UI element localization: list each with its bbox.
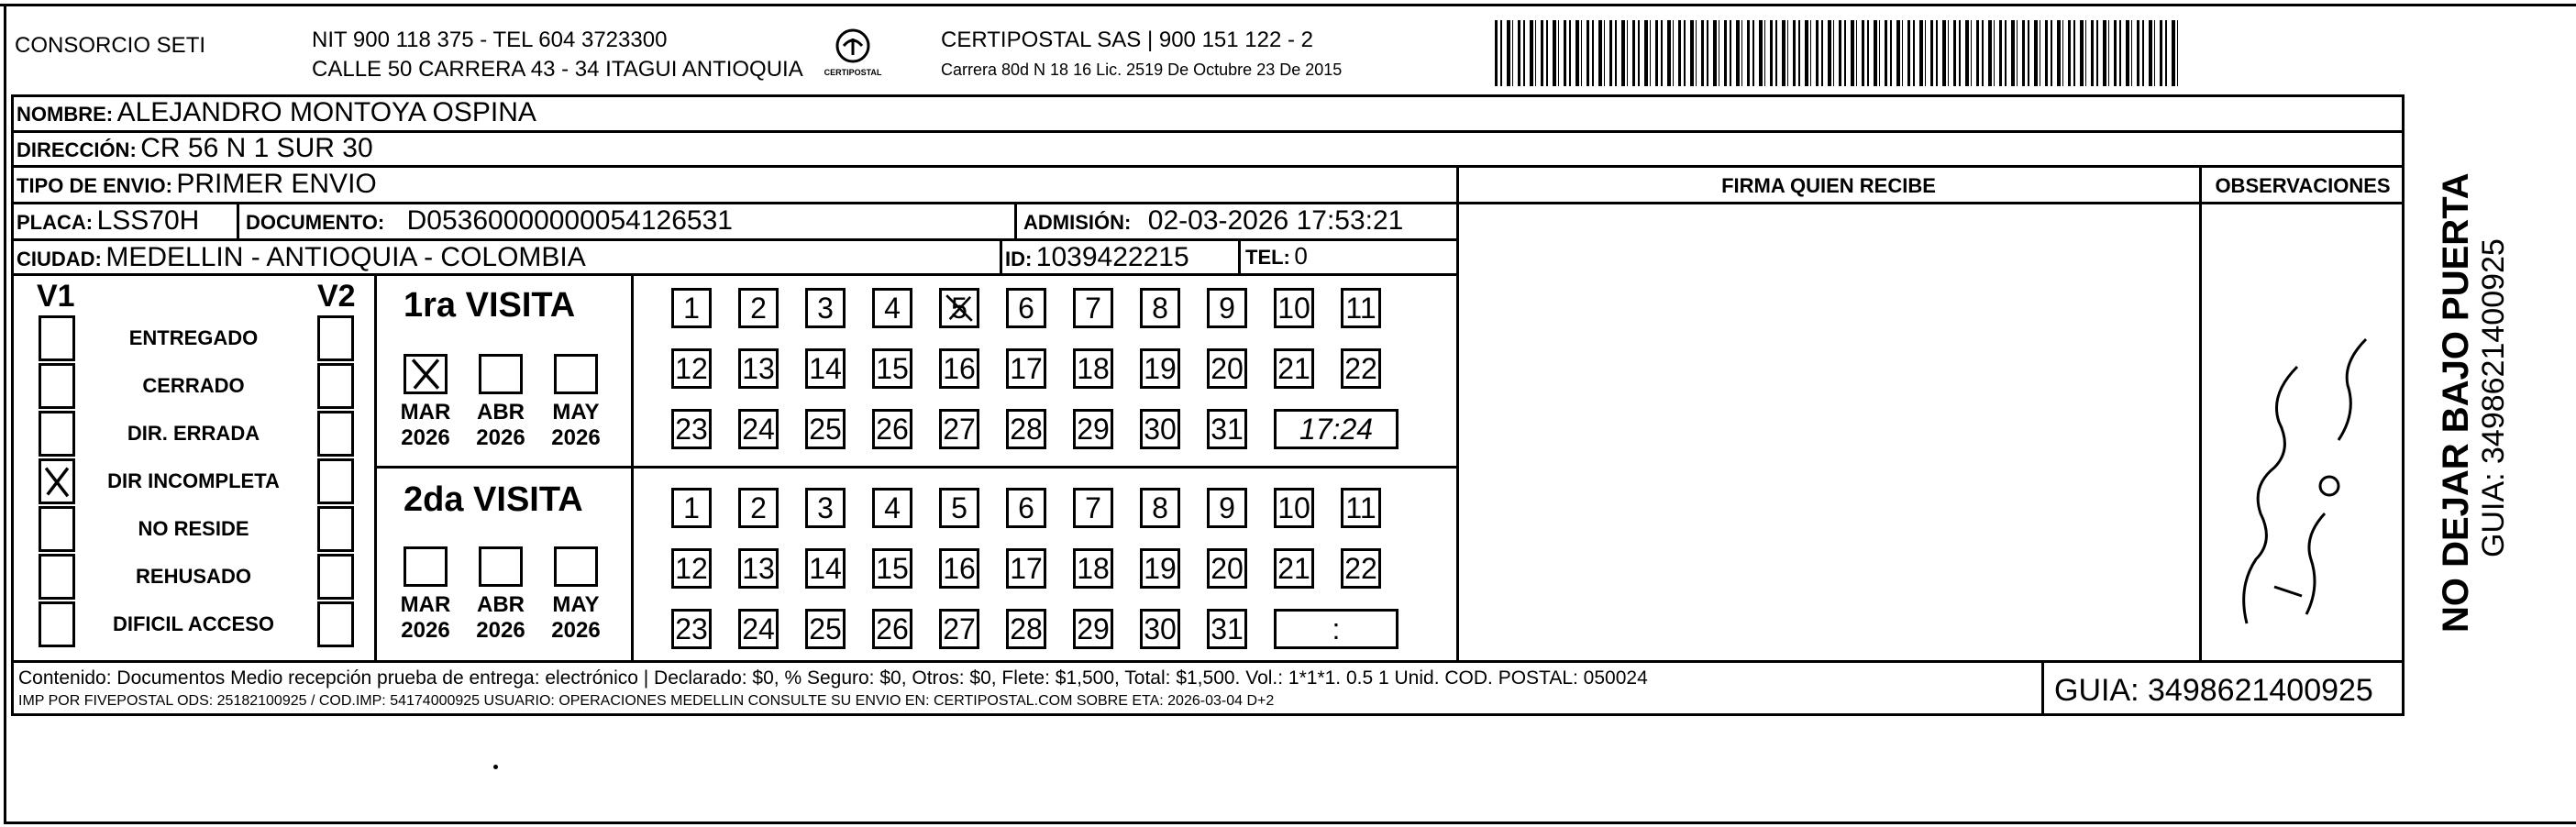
v1-label: V1: [37, 279, 75, 314]
placa-cell: [17, 205, 199, 237]
year-label: 2026: [476, 618, 525, 643]
day-box[interactable]: 6: [1006, 288, 1046, 328]
status-label: REHUSADO: [136, 565, 251, 588]
placa-value: LSS70H: [96, 205, 200, 236]
day-box[interactable]: 19: [1140, 348, 1180, 389]
v1-checkbox[interactable]: [39, 506, 75, 552]
status-label: DIR. ERRADA: [127, 422, 260, 445]
status-label: DIR INCOMPLETA: [107, 469, 280, 492]
direccion-row: [17, 133, 373, 164]
day-box[interactable]: 12: [671, 548, 712, 589]
v1-checkbox[interactable]: [39, 458, 75, 504]
v1-checkbox[interactable]: [39, 363, 75, 409]
day-box[interactable]: 3: [805, 288, 846, 328]
month-checkbox[interactable]: [479, 354, 523, 394]
row-line-4: [11, 238, 1458, 241]
day-box[interactable]: 26: [872, 409, 912, 449]
v1-checkbox[interactable]: [39, 315, 75, 361]
day-box[interactable]: 27: [939, 609, 979, 649]
v-sep-tel: [1238, 240, 1241, 275]
footer-guia-sep: [2041, 660, 2044, 716]
day-box[interactable]: 9: [1207, 488, 1247, 528]
day-box[interactable]: 5: [939, 488, 979, 528]
nombre-row: [17, 97, 536, 128]
v-sep-id: [1000, 240, 1002, 275]
ciudad-label: CIUDAD:: [17, 248, 102, 270]
day-box[interactable]: 13: [738, 548, 779, 589]
day-box[interactable]: 23: [671, 609, 712, 649]
day-box[interactable]: 4: [872, 488, 912, 528]
v1-checkbox[interactable]: [39, 554, 75, 600]
nombre-label: NOMBRE:: [17, 103, 114, 126]
v2-checkbox[interactable]: [317, 363, 354, 409]
day-box[interactable]: 18: [1073, 548, 1113, 589]
year-label: 2026: [476, 425, 525, 450]
second-visit-title: 2da VISITA: [404, 480, 583, 519]
month-label: MAY: [552, 592, 600, 617]
v2-checkbox[interactable]: [317, 411, 354, 457]
day-box[interactable]: 4: [872, 288, 912, 328]
day-box[interactable]: 24: [738, 609, 779, 649]
admision-label: ADMISIÓN:: [1023, 211, 1132, 234]
admision-cell: [1023, 205, 1403, 237]
certipostal-logo-icon: [816, 28, 890, 83]
day-box[interactable]: 29: [1073, 409, 1113, 449]
day-box[interactable]: 21: [1274, 348, 1314, 389]
day-box[interactable]: 10: [1274, 288, 1314, 328]
frame-left-line: [4, 4, 6, 824]
month-checkbox[interactable]: [554, 354, 598, 394]
month-label: MAR: [400, 592, 451, 617]
year-label: 2026: [401, 618, 450, 643]
day-box[interactable]: 17: [1006, 348, 1046, 389]
day-box[interactable]: 13: [738, 348, 779, 389]
address-line: CALLE 50 CARRERA 43 - 34 ITAGUI ANTIOQUIA: [312, 57, 803, 82]
day-box[interactable]: 19: [1140, 548, 1180, 589]
day-box[interactable]: 29: [1073, 609, 1113, 649]
day-box[interactable]: 3: [805, 488, 846, 528]
day-box[interactable]: 20: [1207, 348, 1247, 389]
direccion-value: CR 56 N 1 SUR 30: [140, 133, 373, 163]
firma-line: [1456, 202, 2201, 204]
days-sep: [631, 273, 634, 660]
year-label: 2026: [551, 618, 601, 643]
day-box[interactable]: 10: [1274, 488, 1314, 528]
month-checkbox[interactable]: [479, 546, 523, 587]
day-box[interactable]: 25: [805, 409, 846, 449]
status-label: ENTREGADO: [128, 326, 259, 349]
day-box[interactable]: 22: [1341, 548, 1381, 589]
ciudad-cell: [17, 242, 586, 273]
firma-header: FIRMA QUIEN RECIBE: [1721, 174, 1936, 197]
footer-line-1: Contenido: Documentos Medio recepción prueba de entrega: electrónico | Declarado: $0, % Seguro: $0, Otros: $0, Flete: $1,500, Total: $1,500. Vol.: 1*1*1. 0.5 1 Unid. COD. POSTAL: 050024: [18, 667, 1648, 689]
day-box[interactable]: 14: [805, 348, 846, 389]
documento-cell: [246, 205, 733, 237]
day-box[interactable]: 7: [1073, 288, 1113, 328]
documento-label: DOCUMENTO:: [246, 211, 385, 234]
month-label: ABR: [477, 592, 525, 617]
tel-label: TEL:: [1245, 246, 1290, 269]
certipostal-line-2: Carrera 80d N 18 16 Lic. 2519 De Octubre 23 De 2015: [941, 61, 1343, 79]
visit-sep: [374, 466, 1458, 469]
day-box[interactable]: 28: [1006, 409, 1046, 449]
id-label: ID:: [1005, 248, 1033, 270]
admision-value: 02-03-2026 17:53:21: [1147, 205, 1404, 236]
nombre-value: ALEJANDRO MONTOYA OSPINA: [116, 97, 536, 127]
day-box[interactable]: 8: [1140, 288, 1180, 328]
day-box[interactable]: 7: [1073, 488, 1113, 528]
side-warning: NO DEJAR BAJO PUERTA: [2436, 172, 2476, 633]
day-box[interactable]: 20: [1207, 548, 1247, 589]
day-box[interactable]: 1: [671, 288, 712, 328]
footer-sep: [11, 660, 2405, 663]
month-label: ABR: [477, 400, 525, 425]
day-box[interactable]: 9: [1207, 288, 1247, 328]
day-box[interactable]: 5: [939, 288, 979, 328]
id-cell: [1005, 242, 1189, 273]
day-box[interactable]: 18: [1073, 348, 1113, 389]
day-box[interactable]: 27: [939, 409, 979, 449]
v1-checkbox[interactable]: [39, 411, 75, 457]
day-box[interactable]: 11: [1341, 488, 1381, 528]
v-sep-obs: [2199, 165, 2202, 660]
v1-checkbox[interactable]: [39, 601, 75, 647]
v-sep-firma: [1456, 165, 1459, 660]
year-label: 2026: [401, 425, 450, 450]
day-box[interactable]: 1: [671, 488, 712, 528]
day-box[interactable]: 15: [872, 548, 912, 589]
year-label: 2026: [551, 425, 601, 450]
row-line-obs: [2199, 202, 2405, 204]
company-name: CONSORCIO SETI: [15, 33, 206, 58]
time-box[interactable]: :: [1274, 609, 1399, 649]
day-box[interactable]: 11: [1341, 288, 1381, 328]
status-label: NO RESIDE: [138, 517, 249, 540]
day-box[interactable]: 23: [671, 409, 712, 449]
side-guia: GUIA: 3498621400925: [2476, 238, 2511, 557]
day-box[interactable]: 2: [738, 488, 779, 528]
day-box[interactable]: 21: [1274, 548, 1314, 589]
day-box[interactable]: 25: [805, 609, 846, 649]
day-box[interactable]: 28: [1006, 609, 1046, 649]
id-value: 1039422215: [1035, 242, 1189, 272]
time-box[interactable]: 17:24: [1274, 409, 1399, 449]
direccion-label: DIRECCIÓN:: [17, 138, 137, 161]
day-box[interactable]: 17: [1006, 548, 1046, 589]
day-box[interactable]: 2: [738, 288, 779, 328]
status-label: DIFICIL ACCESO: [112, 612, 274, 635]
documento-value: D05360000000054126531: [406, 205, 733, 236]
v2-checkbox[interactable]: [317, 554, 354, 600]
day-box[interactable]: 16: [939, 548, 979, 589]
v-sep-placa: [237, 204, 239, 238]
observaciones-header: OBSERVACIONES: [2215, 174, 2391, 197]
v2-label: V2: [317, 279, 356, 314]
tel-cell: [1245, 242, 1308, 270]
row-line-2: [11, 165, 2405, 168]
row-line-3: [11, 202, 1458, 204]
day-box[interactable]: 15: [872, 348, 912, 389]
month-label: MAY: [552, 400, 600, 425]
frame-top-line: [0, 4, 2576, 6]
certipostal-line-1: CERTIPOSTAL SAS | 900 151 122 - 2: [941, 28, 1313, 52]
first-visit-title: 1ra VISITA: [404, 286, 576, 325]
v2-checkbox[interactable]: [317, 506, 354, 552]
v2-checkbox[interactable]: [317, 315, 354, 361]
day-box[interactable]: 30: [1140, 409, 1180, 449]
month-checkbox[interactable]: [404, 354, 448, 394]
v2-checkbox[interactable]: [317, 458, 354, 504]
frame-bottom-line: [4, 821, 2576, 824]
day-box[interactable]: 26: [872, 609, 912, 649]
logo-text: CERTIPOSTAL: [824, 68, 882, 77]
barcode: [1495, 20, 2181, 86]
footer-line-2: IMP POR FIVEPOSTAL ODS: 25182100925 / COD.IMP: 54174000925 USUARIO: OPERACIONES MEDELLIN CONSULTE SU ENVIO EN: CERTIPOSTAL.COM SOBRE ETA: 2026-03-04 D+2: [18, 693, 1275, 709]
day-box[interactable]: 31: [1207, 609, 1247, 649]
day-box[interactable]: 30: [1140, 609, 1180, 649]
tipo-label: TIPO DE ENVIO:: [17, 174, 172, 197]
placa-label: PLACA:: [17, 211, 94, 234]
row-line-5: [11, 273, 1458, 276]
day-check-mark: [942, 291, 977, 325]
v-sep-admision: [1014, 204, 1017, 238]
ciudad-value: MEDELLIN - ANTIOQUIA - COLOMBIA: [105, 242, 586, 272]
handwritten-note: [2219, 312, 2394, 642]
month-checkbox[interactable]: [554, 546, 598, 587]
tipo-value: PRIMER ENVIO: [176, 169, 377, 199]
tel-value: 0: [1294, 242, 1308, 270]
day-box[interactable]: 6: [1006, 488, 1046, 528]
day-box[interactable]: 8: [1140, 488, 1180, 528]
v2-checkbox[interactable]: [317, 601, 354, 647]
day-box[interactable]: 14: [805, 548, 846, 589]
month-checkbox[interactable]: [404, 546, 448, 587]
day-box[interactable]: 16: [939, 348, 979, 389]
month-label: MAR: [400, 400, 451, 425]
day-box[interactable]: 24: [738, 409, 779, 449]
stray-dot: [493, 765, 498, 769]
nit-line: NIT 900 118 375 - TEL 604 3723300: [312, 28, 668, 52]
status-label: CERRADO: [142, 374, 245, 397]
day-box[interactable]: 22: [1341, 348, 1381, 389]
day-box[interactable]: 12: [671, 348, 712, 389]
footer-guia: GUIA: 3498621400925: [2054, 673, 2373, 708]
day-box[interactable]: 31: [1207, 409, 1247, 449]
tipo-row: [17, 169, 377, 200]
